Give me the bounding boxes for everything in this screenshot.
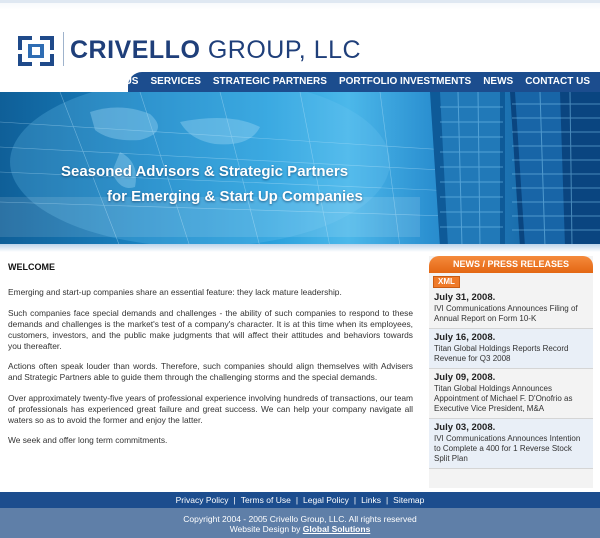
footer-link-terms-of-use[interactable]: Terms of Use xyxy=(240,495,291,505)
xml-feed-button[interactable]: XML xyxy=(433,276,460,288)
banner-tagline-line1: Seasoned Advisors & Strategic Partners xyxy=(61,163,349,180)
main-nav xyxy=(44,72,600,92)
footer-link-legal-policy[interactable]: Legal Policy xyxy=(303,495,349,505)
banner-tagline-line2: for Emerging & Start Up Companies xyxy=(107,188,363,205)
welcome-heading: WELCOME xyxy=(8,262,55,272)
global-solutions-link[interactable]: Global Solutions xyxy=(302,524,371,534)
news-item[interactable] xyxy=(429,289,593,329)
copyright-text: Copyright 2004 - 2005 Crivello Group, LLC. All rights reserved xyxy=(183,514,417,524)
header-top-border xyxy=(0,0,600,3)
footer-link-privacy-policy[interactable]: Privacy Policy xyxy=(175,495,229,505)
welcome-paragraph: We seek and offer long term commitments. xyxy=(8,435,168,445)
welcome-section xyxy=(8,262,413,456)
design-credit xyxy=(0,524,600,534)
news-date: July 03, 2008. xyxy=(434,422,496,433)
company-name[interactable] xyxy=(70,36,361,65)
footer-separator: | xyxy=(385,495,389,505)
news-headline[interactable]: IVI Communications Announces Filing of Annual Report on Form 10-K xyxy=(434,304,578,323)
nav-about-us[interactable]: ABOUT US xyxy=(86,76,139,87)
news-date: July 31, 2008. xyxy=(434,292,496,303)
news-date: July 09, 2008. xyxy=(434,372,496,383)
footer-copyright xyxy=(0,508,600,538)
nav-portfolio-investments[interactable]: PORTFOLIO INVESTMENTS xyxy=(338,76,472,87)
news-item[interactable] xyxy=(429,419,593,469)
nav-strategic-partners[interactable]: STRATEGIC PARTNERS xyxy=(212,76,327,87)
nav-services[interactable]: SERVICES xyxy=(150,76,201,87)
news-headline[interactable]: Titan Global Holdings Reports Record Revenue for Q3 2008 xyxy=(434,344,569,363)
company-name-rest: GROUP, LLC xyxy=(200,36,362,64)
welcome-paragraph: Actions often speak louder than words. Therefore, such companies should align themselves with Advisers and Strategic Partners able to guide them through the challenging storms and the special demands. xyxy=(8,361,413,382)
welcome-paragraph: Such companies face special demands and challenges - the ability of such companies to respond to these demands and challenges is the market's test of a company's character. It is at this time when its employees, customers, investors, and the public make judgments that will affect their attitudes and behaviors towards you thereafter. xyxy=(8,307,413,351)
company-name-bold: CRIVELLO xyxy=(70,36,201,64)
news-item[interactable] xyxy=(429,329,593,369)
news-list xyxy=(429,289,593,469)
news-item[interactable] xyxy=(429,369,593,419)
news-date: July 16, 2008. xyxy=(434,332,496,343)
news-headline[interactable]: IVI Communications Announces Intention to Complete a 400 for 1 Reverse Stock Split Plan xyxy=(434,434,581,463)
header xyxy=(0,0,600,74)
design-credit-prefix: Website Design by xyxy=(229,524,303,534)
footer-links xyxy=(0,492,600,508)
footer-separator: | xyxy=(353,495,357,505)
footer-link-links[interactable]: Links xyxy=(361,495,381,505)
welcome-paragraph: Over approximately twenty-five years of professional experience involving hundreds of transactions, our team of professionals has experienced great failure and great success. We can help your company navigate all waters so as to avoid the former and enjoy the latter. xyxy=(8,392,413,425)
news-panel xyxy=(429,256,593,488)
news-headline[interactable]: Titan Global Holdings Announces Appointment of Michael F. D'Onofrio as Executive Vice President, M&A xyxy=(434,384,573,413)
nav-contact-us[interactable]: CONTACT US xyxy=(525,76,590,87)
hero-banner xyxy=(0,92,600,247)
banner-bottom-fade xyxy=(0,244,600,252)
footer-separator: | xyxy=(295,495,299,505)
nav-home[interactable]: HOME xyxy=(44,76,75,87)
footer-link-sitemap[interactable]: Sitemap xyxy=(393,495,425,505)
nav-news[interactable]: NEWS xyxy=(483,76,514,87)
logo-divider xyxy=(63,32,64,66)
welcome-paragraph: Emerging and start-up companies share an essential feature: they lack mature leadership. xyxy=(8,287,342,297)
news-panel-title: NEWS / PRESS RELEASES xyxy=(429,256,593,273)
footer-separator: | xyxy=(233,495,236,505)
crivello-logo-mark[interactable] xyxy=(14,30,58,70)
